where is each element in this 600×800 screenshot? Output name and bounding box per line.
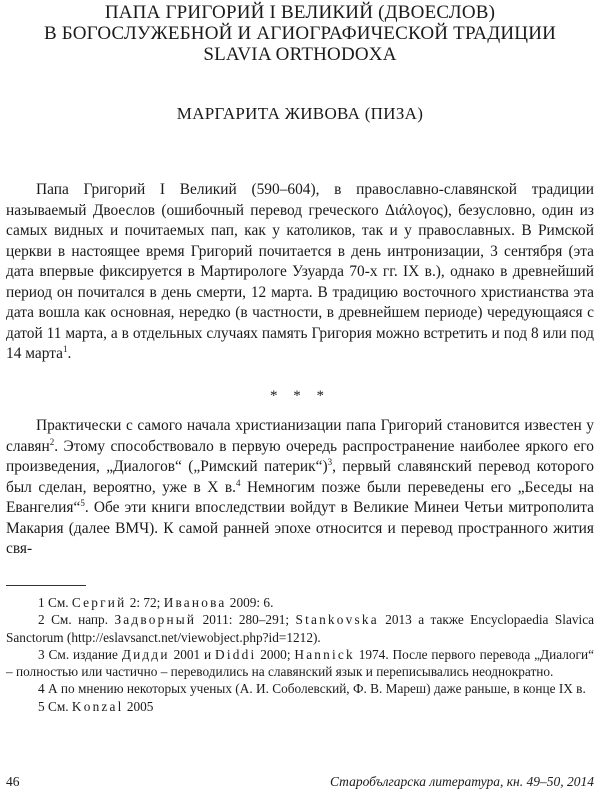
- footnote-4: [6, 680, 594, 697]
- footnotes: [6, 594, 594, 715]
- paragraph-2: [6, 416, 594, 560]
- footnote-5-number: 5: [38, 698, 45, 714]
- citation-author: Konzal: [71, 698, 124, 714]
- footnote-text: 2011: 280–291;: [196, 612, 296, 628]
- title-line-2: В БОГОСЛУЖЕБНОЙ И АГИОГРАФИЧЕСКОЙ ТРАДИЦИИ: [43, 23, 557, 44]
- citation-author: Diddi: [215, 646, 257, 662]
- title-line-1: ПАПА ГРИГОРИЙ I ВЕЛИКИЙ (ДВОЕСЛОВ): [104, 2, 496, 23]
- page-number: 46: [6, 774, 20, 789]
- paragraph-1: [6, 180, 594, 365]
- footnote-text: 2005: [123, 698, 154, 714]
- footnote-1-number: 1: [38, 595, 45, 610]
- footnote-5: [6, 698, 594, 715]
- citation-author: Hannick: [294, 646, 355, 662]
- citation-author: Иванова: [163, 595, 227, 610]
- paragraph-2-part-b: . Этому способствовало в первую очередь распространение наиболее яркого его произведения, „Диалогов“ („Римский патерик“): [6, 437, 594, 475]
- footnote-text: См.: [44, 698, 72, 714]
- footnote-1: [6, 594, 594, 611]
- footnote-text: См. издание: [44, 646, 122, 662]
- footnote-text: 1974. После первого перевода „Диалоги“ – полностью или частично – переводились на славянский язык и переписывались неоднократно.: [6, 646, 595, 680]
- footnote-ref-4[interactable]: 4: [236, 477, 241, 488]
- footnote-text: См.: [44, 595, 72, 610]
- footnote-2-number: 2: [38, 612, 45, 628]
- footnote-text: 2000;: [256, 646, 295, 662]
- footnote-4-number: 4: [38, 681, 45, 697]
- footnote-divider: [6, 585, 86, 586]
- footnote-ref-3[interactable]: 3: [327, 456, 333, 467]
- citation-author: Задворный: [114, 612, 197, 628]
- section-separator: * * *: [270, 388, 330, 404]
- paragraph-2-part-d: Немногим позже были переведены его „Беседы на Евангелия“: [6, 478, 594, 516]
- citation-author: Сергий: [71, 595, 127, 610]
- citation-author: Stankovska: [295, 612, 379, 628]
- footnote-ref-1[interactable]: 1: [62, 343, 68, 354]
- paragraph-2-part-e: . Обе эти книги впоследствии войдут в Великие Минеи Четьи митрополита Макария (далее ВМЧ). К самой ранней эпохе относится и перевод пространного жития свя-: [6, 499, 594, 557]
- paragraph-1-end: .: [67, 345, 72, 362]
- article-title: [0, 2, 600, 65]
- paragraph-1-text: Папа Григорий I Великий (590–604), в православно-славянской традиции называемый Двоеслов (ошибочный перевод греческого Διάλογος), безусловно, один из самых видных и почитаемых пап, как у католиков, так и у православных. В Римской церкви в настоящее время Григорий почитается в день интронизации, 3 сентября (эта дата впервые фиксируется в Мартирологе Узуарда 70-х гг. IX в.), однако в древнейший период он почитался в день смерти, 12 марта. В традицию восточного христианства эта дата вошла как основная, нередко (в частности, в древнейшем периоде) чередующаяся с датой 11 марта, а в отдельных случаях память Григория можно встретить и под 8 или под 14 марта: [6, 181, 594, 362]
- footnote-text: См. напр.: [44, 612, 115, 628]
- footnote-text: 2001 и: [169, 646, 216, 662]
- footnote-text: 2009: 6.: [226, 595, 274, 610]
- footnote-text: 2: 72;: [126, 595, 164, 610]
- footnote-3: [6, 646, 594, 681]
- title-line-3: SLAVIA ORTHODOXA: [203, 44, 397, 65]
- paragraph-2-part-c: , первый славянский перевод которого был сделан, вероятно, уже в X в.: [6, 458, 594, 496]
- paragraph-2-part-a: Практически с самого начала христианизации папа Григорий становится известен у славян: [6, 417, 594, 455]
- footnote-text: 2013 а также Encyclopaedia Slavica Sanctorum (http://eslavsanct.net/viewobject.php?id=1212).: [6, 612, 594, 645]
- footnote-2: [6, 611, 594, 646]
- footnote-text: А по мнению некоторых ученых (А. И. Соболевский, Ф. В. Мареш) даже раньше, в конце IX в.: [44, 681, 586, 697]
- citation-author: Дидди: [121, 646, 170, 662]
- footnote-ref-2[interactable]: 2: [49, 436, 55, 447]
- journal-citation: Старобългарска литература, кн. 49–50, 2014: [329, 774, 594, 789]
- footnote-3-number: 3: [38, 646, 45, 662]
- footnote-ref-5[interactable]: 5: [80, 497, 85, 508]
- author-name: МАРГАРИТА ЖИВОВА (ПИЗА): [176, 104, 424, 123]
